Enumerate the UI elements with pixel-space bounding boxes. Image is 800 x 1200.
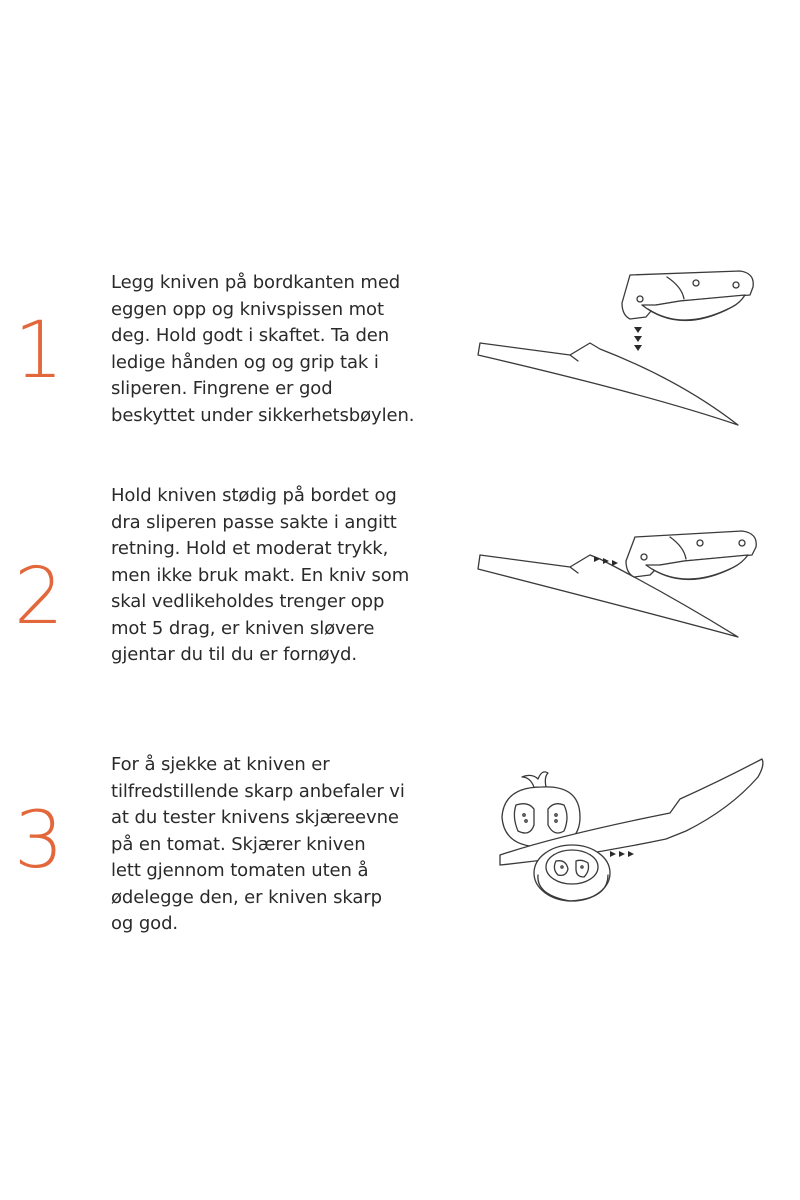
- step-number: 3: [14, 796, 64, 886]
- step-text: For å sjekke at kniven er tilfredstillende skarp anbefaler vi at du tester knivens skjæreevne på en tomat. Skjærer kniven lett gjennom tomaten uten å ødelegge den, er kniven skarp og god.: [111, 754, 405, 934]
- step-text: Legg kniven på bordkanten med eggen opp og knivspissen mot deg. Hold godt i skaftet. Ta den ledige hånden og og grip tak i sliperen. Fingrene er god beskyttet under sikkerhetsbøylen.: [111, 272, 415, 426]
- knife-with-sharpener-above-icon: [470, 265, 770, 435]
- step-text: Hold kniven stødig på bordet og dra sliperen passe sakte i angitt retning. Hold et moderat trykk, men ikke bruk makt. En kniv som skal vedlikeholdes trenger opp mot 5 drag, er kniven sløvere gjentar du til du er fornøyd.: [111, 485, 410, 665]
- sharpener-pulled-along-knife-icon: [470, 525, 770, 645]
- knife-slicing-tomato-icon: [490, 755, 790, 915]
- step-number: 2: [14, 552, 64, 642]
- step-number: 1: [14, 306, 64, 396]
